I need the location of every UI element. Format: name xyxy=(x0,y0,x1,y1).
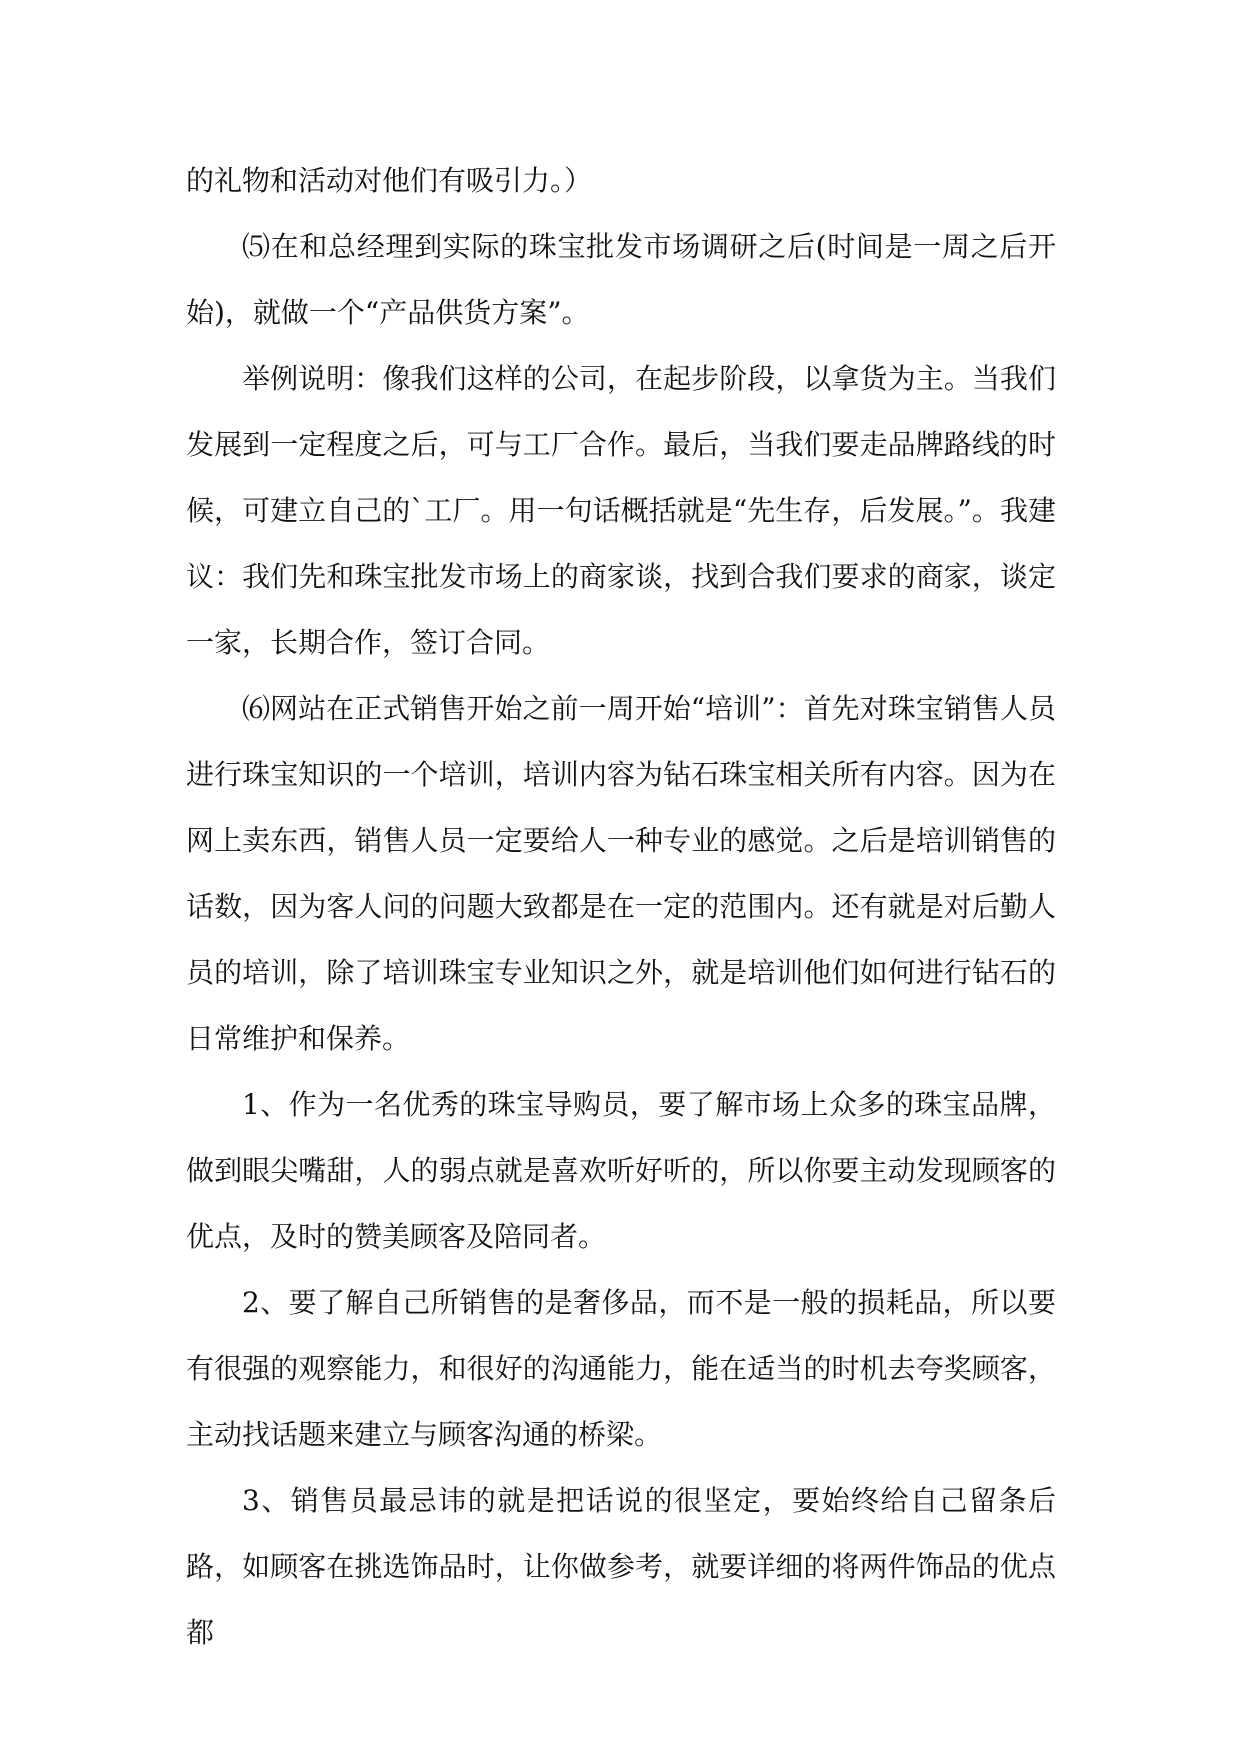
document-body xyxy=(186,148,1056,1666)
paragraph-2: ⑸在和总经理到实际的珠宝批发市场调研之后(时间是一周之后开始)，就做一个“产品供货方案”。 xyxy=(186,230,1056,329)
paragraph-5: 1、作为一名优秀的珠宝导购员，要了解市场上众多的珠宝品牌，做到眼尖嘴甜，人的弱点就是喜欢听好听的，所以你要主动发现顾客的优点，及时的赞美顾客及陪同者。 xyxy=(186,1088,1056,1253)
paragraph-4: ⑹网站在正式销售开始之前一周开始“培训”：首先对珠宝销售人员进行珠宝知识的一个培训，培训内容为钻石珠宝相关所有内容。因为在网上卖东西，销售人员一定要给人一种专业的感觉。之后是培训销售的话数，因为客人问的问题大致都是在一定的范围内。还有就是对后勤人员的培训，除了培训珠宝专业知识之外，就是培训他们如何进行钻石的日常维护和保养。 xyxy=(186,692,1056,1055)
paragraph-3: 举例说明：像我们这样的公司，在起步阶段，以拿货为主。当我们发展到一定程度之后，可与工厂合作。最后，当我们要走品牌路线的时候，可建立自己的`工厂。用一句话概括就是“先生存，后发展。”。我建议：我们先和珠宝批发市场上的商家谈，找到合我们要求的商家，谈定一家，长期合作，签订合同。 xyxy=(186,362,1056,659)
paragraph-7: 3、销售员最忌讳的就是把话说的很坚定，要始终给自己留条后路，如顾客在挑选饰品时，让你做参考，就要详细的将两件饰品的优点都 xyxy=(186,1484,1056,1649)
paragraph-1: 的礼物和活动对他们有吸引力。） xyxy=(186,164,593,197)
paragraph-6: 2、要了解自己所销售的是奢侈品，而不是一般的损耗品，所以要有很强的观察能力，和很好的沟通能力，能在适当的时机去夸奖顾客，主动找话题来建立与顾客沟通的桥梁。 xyxy=(186,1286,1056,1451)
